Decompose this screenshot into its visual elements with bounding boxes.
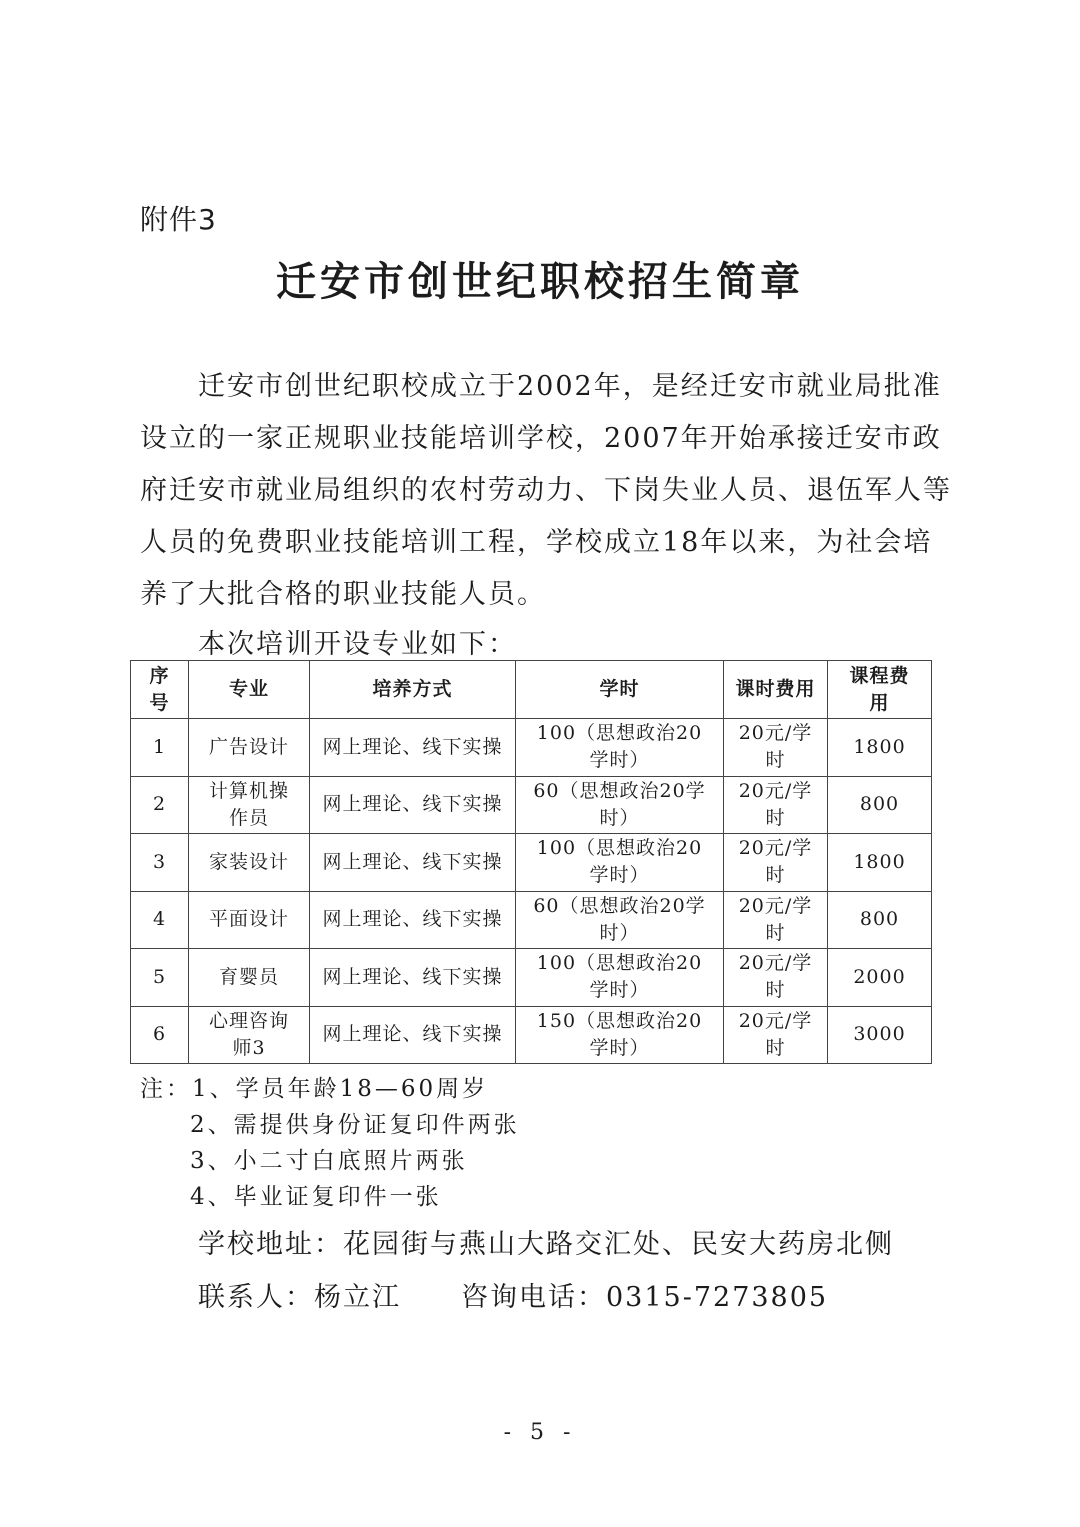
table-header-row — [131, 661, 932, 719]
document-title: 迁安市创世纪职校招生简章 — [276, 258, 804, 305]
cell-total: 800 — [828, 891, 932, 949]
cell-fee: 20元/学 时 — [724, 1006, 828, 1064]
cell-method: 网上理论、线下实操 — [310, 1006, 516, 1064]
note-line-3: 3、小二寸白底照片两张 — [190, 1148, 468, 1174]
cell-fee: 20元/学 时 — [724, 949, 828, 1007]
header-hours: 学时 — [516, 661, 724, 719]
cell-major: 家装设计 — [189, 834, 310, 892]
note-line-4: 4、毕业证复印件一张 — [190, 1184, 442, 1210]
cell-major: 计算机操 作员 — [189, 776, 310, 834]
cell-no: 6 — [131, 1006, 189, 1064]
contact-person: 杨立江 — [314, 1282, 401, 1313]
table-row — [131, 834, 932, 892]
cell-method: 网上理论、线下实操 — [310, 719, 516, 777]
intro-line-2: 设立的一家正规职业技能培训学校，2007年开始承接迁安市政 — [140, 423, 942, 454]
intro-line-4: 人员的免费职业技能培训工程，学校成立18年以来，为社会培 — [140, 527, 933, 558]
school-address: 学校地址：花园街与燕山大路交汇处、民安大药房北侧 — [198, 1229, 894, 1260]
cell-major: 平面设计 — [189, 891, 310, 949]
intro-line-1: 迁安市创世纪职校成立于2002年，是经迁安市就业局批准 — [198, 371, 942, 402]
header-major: 专业 — [189, 661, 310, 719]
phone-number: 0315-7273805 — [606, 1282, 829, 1313]
note-line-2: 2、需提供身份证复印件两张 — [190, 1112, 520, 1138]
cell-hours: 100（思想政治20 学时） — [516, 719, 724, 777]
cell-hours: 100（思想政治20 学时） — [516, 834, 724, 892]
cell-no: 2 — [131, 776, 189, 834]
cell-method: 网上理论、线下实操 — [310, 834, 516, 892]
header-course-fee: 课程费 用 — [828, 661, 932, 719]
cell-total: 3000 — [828, 1006, 932, 1064]
cell-fee: 20元/学 时 — [724, 719, 828, 777]
cell-hours: 150（思想政治20 学时） — [516, 1006, 724, 1064]
cell-major: 育婴员 — [189, 949, 310, 1007]
header-method: 培养方式 — [310, 661, 516, 719]
header-no: 序 号 — [131, 661, 189, 719]
table-intro: 本次培训开设专业如下： — [198, 629, 517, 660]
phone-label: 咨询电话： — [461, 1282, 606, 1313]
header-fee-per-hour: 课时费用 — [724, 661, 828, 719]
contact-line — [198, 1275, 828, 1314]
attachment-label: 附件3 — [140, 203, 217, 236]
cell-fee: 20元/学 时 — [724, 776, 828, 834]
cell-fee: 20元/学 时 — [724, 834, 828, 892]
cell-total: 1800 — [828, 719, 932, 777]
cell-no: 1 — [131, 719, 189, 777]
table-row — [131, 1006, 932, 1064]
table-row — [131, 949, 932, 1007]
cell-hours: 60（思想政治20学 时） — [516, 891, 724, 949]
cell-hours: 60（思想政治20学 时） — [516, 776, 724, 834]
intro-line-3: 府迁安市就业局组织的农村劳动力、下岗失业人员、退伍军人等 — [140, 475, 952, 506]
cell-no: 4 — [131, 891, 189, 949]
cell-total: 800 — [828, 776, 932, 834]
cell-no: 5 — [131, 949, 189, 1007]
cell-method: 网上理论、线下实操 — [310, 776, 516, 834]
cell-major: 广告设计 — [189, 719, 310, 777]
contact-person-label: 联系人： — [198, 1282, 314, 1313]
table-row — [131, 891, 932, 949]
table-row — [131, 776, 932, 834]
cell-method: 网上理论、线下实操 — [310, 891, 516, 949]
intro-line-5: 养了大批合格的职业技能人员。 — [140, 579, 546, 610]
table-row — [131, 719, 932, 777]
cell-hours: 100（思想政治20 学时） — [516, 949, 724, 1007]
cell-major: 心理咨询 师3 — [189, 1006, 310, 1064]
cell-total: 1800 — [828, 834, 932, 892]
cell-method: 网上理论、线下实操 — [310, 949, 516, 1007]
page-number: - 5 - — [503, 1420, 577, 1445]
cell-total: 2000 — [828, 949, 932, 1007]
note-line-1: 注：1、学员年龄18—60周岁 — [140, 1076, 489, 1102]
cell-fee: 20元/学 时 — [724, 891, 828, 949]
course-table — [130, 660, 932, 1064]
cell-no: 3 — [131, 834, 189, 892]
